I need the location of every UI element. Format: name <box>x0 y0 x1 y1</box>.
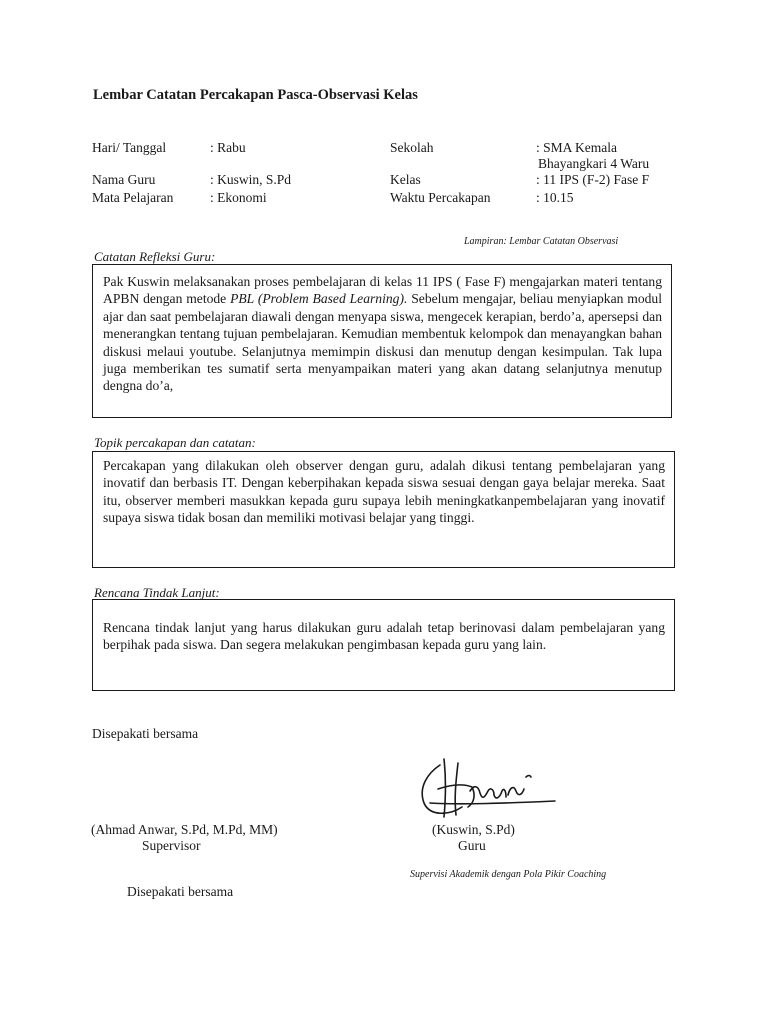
label-teacher-name: Nama Guru <box>92 172 156 187</box>
reflection-method-italic: PBL (Problem Based Learning). <box>230 291 408 307</box>
reflection-label: Catatan Refleksi Guru: <box>94 249 216 264</box>
value-day-date: : Rabu <box>210 140 246 155</box>
supervisor-role: Supervisor <box>142 838 201 853</box>
label-class: Kelas <box>390 172 421 187</box>
supervisor-name: (Ahmad Anwar, S.Pd, M.Pd, MM) <box>91 822 278 837</box>
document-title: Lembar Catatan Percakapan Pasca-Observasi Kelas <box>93 87 418 103</box>
followup-box <box>92 599 675 691</box>
label-day-date: Hari/ Tanggal <box>92 140 167 155</box>
attachment-note: Lampiran: Lembar Catatan Observasi <box>464 236 619 247</box>
reflection-text-part2: Sebelum mengajar, beliau menyiapkan modul ajar dan saat pembelajaran diawali dengan menyapa siswa, mengecek kerapian, berdo’a, apersepsi dan menerangkan tentang tujuan pembelajaran. Kemudian membentuk kelompok dan menayangkan bahan diskusi melaui youtube. Selanjutnya memimpin diskusi dan menutup dengan kesimpulan. Tak lupa juga memberikan tes sumatif serta menyampaikan materi yang akan datang selanjutnya menutup dengna do’a, <box>103 291 662 394</box>
agreed-label-bottom: Disepakati bersama <box>127 884 234 899</box>
teacher-name: (Kuswin, S.Pd) <box>432 822 515 837</box>
topic-label: Topik percakapan dan catatan: <box>94 435 256 450</box>
value-class: : 11 IPS (F-2) Fase F <box>536 172 650 187</box>
value-teacher-name: : Kuswin, S.Pd <box>210 172 292 187</box>
reflection-text <box>103 273 662 395</box>
agreed-label: Disepakati bersama <box>92 726 199 741</box>
followup-label: Rencana Tindak Lanjut: <box>94 585 220 600</box>
value-school-line1: : SMA Kemala <box>536 140 617 155</box>
footer-note: Supervisi Akademik dengan Pola Pikir Coaching <box>410 869 607 880</box>
teacher-signature-icon <box>410 755 560 825</box>
label-school: Sekolah <box>390 140 434 155</box>
value-subject: : Ekonomi <box>210 190 267 205</box>
label-subject: Mata Pelajaran <box>92 190 174 205</box>
topic-box <box>92 451 675 568</box>
followup-text: Rencana tindak lanjut yang harus dilakukan guru adalah tetap berinovasi dalam pembelajaran yang berpihak pada siswa. Dan segera melakukan pengimbasan kepada guru yang lain. <box>103 620 665 653</box>
topic-text: Percakapan yang dilakukan oleh observer dengan guru, adalah dikusi tentang pembelajaran yang inovatif dan berbasis IT. Dengan keberpihakan kepada siswa sesuai dengan gaya belajar mereka. Saat itu, observer memberi masukkan kepada guru supaya lebih meningkatkanpembelajaran yang inovatif supaya siswa tidak bosan dan memiliki motivasi belajar yang tinggi. <box>103 458 665 526</box>
reflection-text-part1: Pak Kuswin melaksanakan proses pembelajaran di kelas 11 IPS ( Fase F) mengajarkan materi tentang APBN dengan metode <box>103 274 662 307</box>
teacher-role: Guru <box>458 838 486 853</box>
label-conversation-time: Waktu Percakapan <box>390 190 491 205</box>
reflection-box <box>92 264 672 418</box>
value-school-line2: Bhayangkari 4 Waru <box>538 156 650 171</box>
value-conversation-time: : 10.15 <box>536 190 574 205</box>
